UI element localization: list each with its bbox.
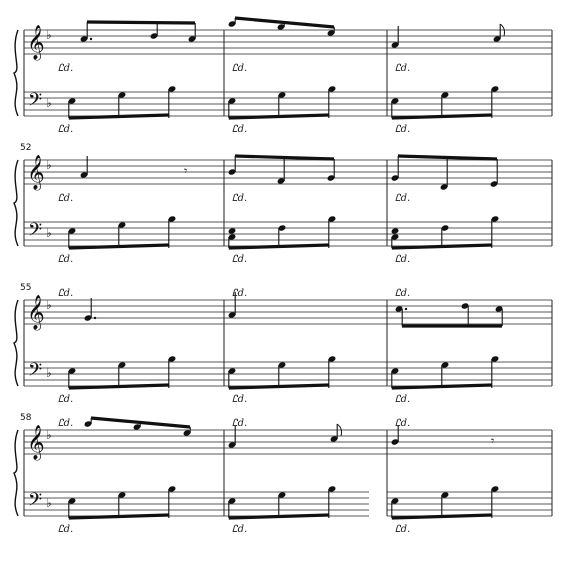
pedal-mark: Ꮭd. bbox=[232, 254, 248, 265]
pedal-mark: Ꮭd. bbox=[58, 254, 74, 265]
key-signature-flat: ♭ bbox=[46, 298, 52, 312]
treble-clef: 𝄞 bbox=[27, 25, 45, 60]
measure bbox=[228, 418, 342, 535]
dot bbox=[405, 308, 407, 310]
staff bbox=[24, 362, 552, 386]
pedal-mark: Ꮭd. bbox=[58, 63, 74, 74]
eighth-rest: 𝄾 bbox=[184, 164, 188, 178]
beam bbox=[392, 245, 492, 248]
pedal-mark: Ꮭd. bbox=[58, 288, 74, 299]
pedal-mark: Ꮭd. bbox=[232, 63, 248, 74]
beam bbox=[229, 245, 329, 248]
treble-clef: 𝄞 bbox=[27, 425, 45, 460]
system bbox=[14, 283, 552, 405]
beam bbox=[69, 515, 169, 518]
pedal-mark: Ꮭd. bbox=[395, 418, 411, 429]
pedal-mark: Ꮭd. bbox=[395, 193, 411, 204]
beam bbox=[87, 22, 195, 23]
key-signature-flat: ♭ bbox=[46, 496, 52, 510]
pedal-mark: Ꮭd. bbox=[232, 124, 248, 135]
measure bbox=[228, 288, 337, 405]
staff bbox=[24, 30, 552, 54]
measure-number: 58 bbox=[20, 413, 32, 423]
pedal-mark: Ꮭd. bbox=[232, 524, 248, 535]
system bbox=[14, 18, 552, 135]
brace bbox=[14, 300, 18, 386]
bass-clef: 𝄢 bbox=[28, 490, 43, 515]
measure bbox=[58, 288, 176, 405]
pedal-mark: Ꮭd. bbox=[58, 394, 74, 405]
pedal-mark: Ꮭd. bbox=[232, 288, 248, 299]
pedal-mark: Ꮭd. bbox=[232, 193, 248, 204]
measure-number: 52 bbox=[20, 143, 32, 153]
treble-clef: 𝄞 bbox=[27, 155, 45, 190]
bass-clef: 𝄢 bbox=[28, 360, 43, 385]
pedal-mark: Ꮭd. bbox=[395, 524, 411, 535]
system bbox=[14, 413, 552, 535]
treble-clef: 𝄞 bbox=[27, 295, 45, 330]
key-signature-flat: ♭ bbox=[46, 158, 52, 172]
measure-number: 55 bbox=[20, 283, 32, 293]
beam bbox=[229, 385, 329, 388]
pedal-mark: Ꮭd. bbox=[232, 418, 248, 429]
key-signature-flat: ♭ bbox=[46, 226, 52, 240]
brace bbox=[14, 430, 18, 516]
beam bbox=[392, 115, 492, 118]
eighth-rest: 𝄾 bbox=[491, 434, 495, 448]
key-signature-flat: ♭ bbox=[46, 428, 52, 442]
pedal-mark: Ꮭd. bbox=[395, 394, 411, 405]
measure bbox=[391, 24, 505, 135]
pedal-mark: Ꮭd. bbox=[395, 254, 411, 265]
beam bbox=[229, 515, 329, 518]
notehead bbox=[391, 227, 400, 234]
staff bbox=[24, 492, 369, 516]
pedal-mark: Ꮭd. bbox=[395, 63, 411, 74]
bass-clef: 𝄢 bbox=[28, 220, 43, 245]
beam bbox=[398, 156, 497, 159]
staff bbox=[24, 430, 552, 454]
measure bbox=[391, 288, 504, 405]
beam bbox=[69, 385, 169, 388]
pedal-mark: Ꮭd. bbox=[232, 394, 248, 405]
pedal-mark: Ꮭd. bbox=[395, 288, 411, 299]
staff bbox=[24, 222, 552, 246]
pedal-mark: Ꮭd. bbox=[395, 124, 411, 135]
pedal-mark: Ꮭd. bbox=[58, 524, 74, 535]
measure bbox=[58, 418, 191, 535]
dot bbox=[94, 317, 96, 319]
pedal-mark: Ꮭd. bbox=[58, 418, 74, 429]
key-signature-flat: ♭ bbox=[46, 96, 52, 110]
measure bbox=[391, 418, 500, 535]
beam bbox=[69, 115, 169, 118]
staff bbox=[24, 92, 552, 116]
bass-clef: 𝄢 bbox=[28, 90, 43, 115]
staff bbox=[387, 492, 552, 516]
dot bbox=[90, 38, 92, 40]
system bbox=[14, 143, 552, 265]
key-signature-flat: ♭ bbox=[46, 366, 52, 380]
beam bbox=[392, 385, 492, 388]
key-signature-flat: ♭ bbox=[46, 28, 52, 42]
pedal-mark: Ꮭd. bbox=[58, 124, 74, 135]
staff bbox=[24, 160, 552, 184]
beam bbox=[229, 115, 329, 118]
beam bbox=[235, 156, 334, 159]
measure bbox=[58, 22, 196, 135]
beam bbox=[69, 245, 169, 248]
beam bbox=[392, 515, 492, 518]
measure bbox=[228, 18, 337, 135]
pedal-mark: Ꮭd. bbox=[58, 193, 74, 204]
brace bbox=[14, 160, 18, 246]
notehead bbox=[228, 227, 237, 234]
brace bbox=[14, 30, 18, 116]
staff bbox=[24, 300, 552, 324]
